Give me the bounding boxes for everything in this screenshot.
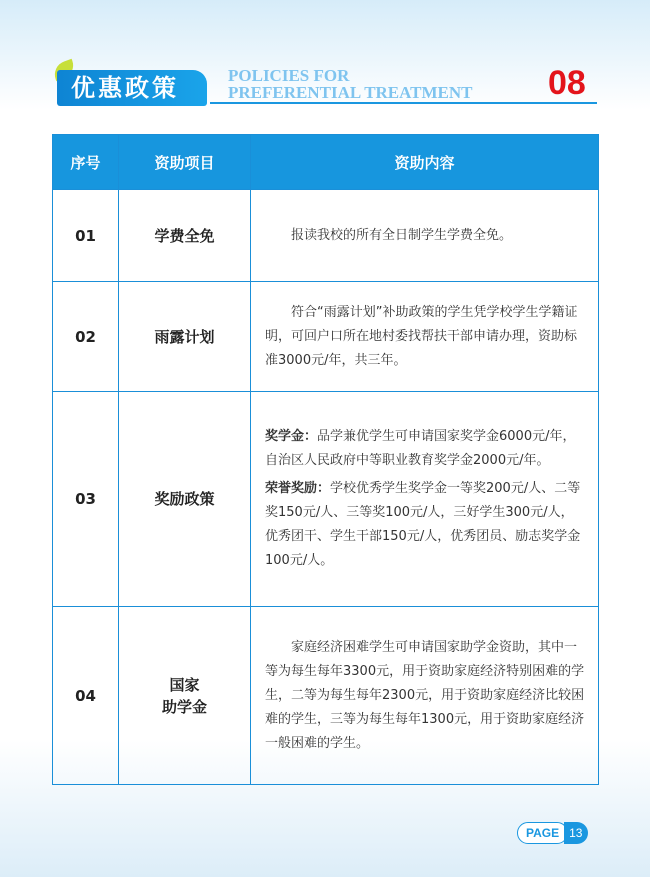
table-header-row: [53, 135, 599, 190]
scholarship-label: 奖学金：: [265, 429, 318, 444]
row-number: 03: [53, 392, 119, 607]
row-content: [251, 392, 599, 607]
header-number: 序号: [53, 135, 119, 190]
row-number: 02: [53, 282, 119, 392]
english-title-line2: PREFERENTIAL TREATMENT: [228, 83, 473, 102]
page-label: PAGE: [517, 822, 568, 844]
scholarship-text: 品学兼优学生可申请国家奖学金6000元/年，自治区人民政府中等职业教育奖学金2000元/年。: [265, 429, 576, 468]
row-number: 04: [53, 607, 119, 785]
english-title-line1: POLICIES FOR: [228, 66, 350, 85]
section-title: 优惠政策: [57, 70, 207, 106]
honor-paragraph: [265, 477, 586, 573]
row-item-line2: 助学金: [161, 697, 207, 716]
section-number: 08: [548, 64, 586, 102]
page-header: [0, 0, 650, 120]
table-row: [53, 190, 599, 282]
content-text: 符合“雨露计划”补助政策的学生凭学校学生学籍证明，可回户口所在地村委找帮扶干部申请办理，资助标准3000元/年，共三年。: [265, 304, 578, 368]
row-content: [251, 607, 599, 785]
scholarship-paragraph: [265, 425, 586, 473]
content-text: 家庭经济困难学生可申请国家助学金资助，其中一等为每生每年3300元，用于资助家庭经济特别困难的学生，二等为每生每年2300元，用于资助家庭经济比较困难的学生，三等为每生每年1300元，用于资助家庭经济一般困难的学生。: [265, 639, 585, 751]
row-content: [251, 190, 599, 282]
honor-label: 荣誉奖励：: [265, 481, 331, 496]
content-text: 报读我校的所有全日制学生学费全免。: [291, 227, 513, 243]
table-row: [53, 392, 599, 607]
english-title: [228, 67, 473, 101]
row-item: 奖励政策: [119, 392, 251, 607]
header-rule: [210, 102, 597, 104]
row-number: 01: [53, 190, 119, 282]
row-item: 学费全免: [119, 190, 251, 282]
row-item-line1: 国家: [169, 675, 200, 694]
row-content: [251, 282, 599, 392]
table-row: [53, 607, 599, 785]
header-content: 资助内容: [251, 135, 599, 190]
row-item: [119, 607, 251, 785]
table-row: [53, 282, 599, 392]
row-item: 雨露计划: [119, 282, 251, 392]
subsidy-table: [52, 134, 599, 785]
page-number: 13: [564, 822, 588, 844]
page-footer: [517, 822, 588, 844]
header-item: 资助项目: [119, 135, 251, 190]
honor-text: 学校优秀学生奖学金一等奖200元/人、二等奖150元/人、三等奖100元/人，三好学生300元/人，优秀团干、学生干部150元/人，优秀团员、励志奖学金100元/人。: [265, 481, 581, 568]
